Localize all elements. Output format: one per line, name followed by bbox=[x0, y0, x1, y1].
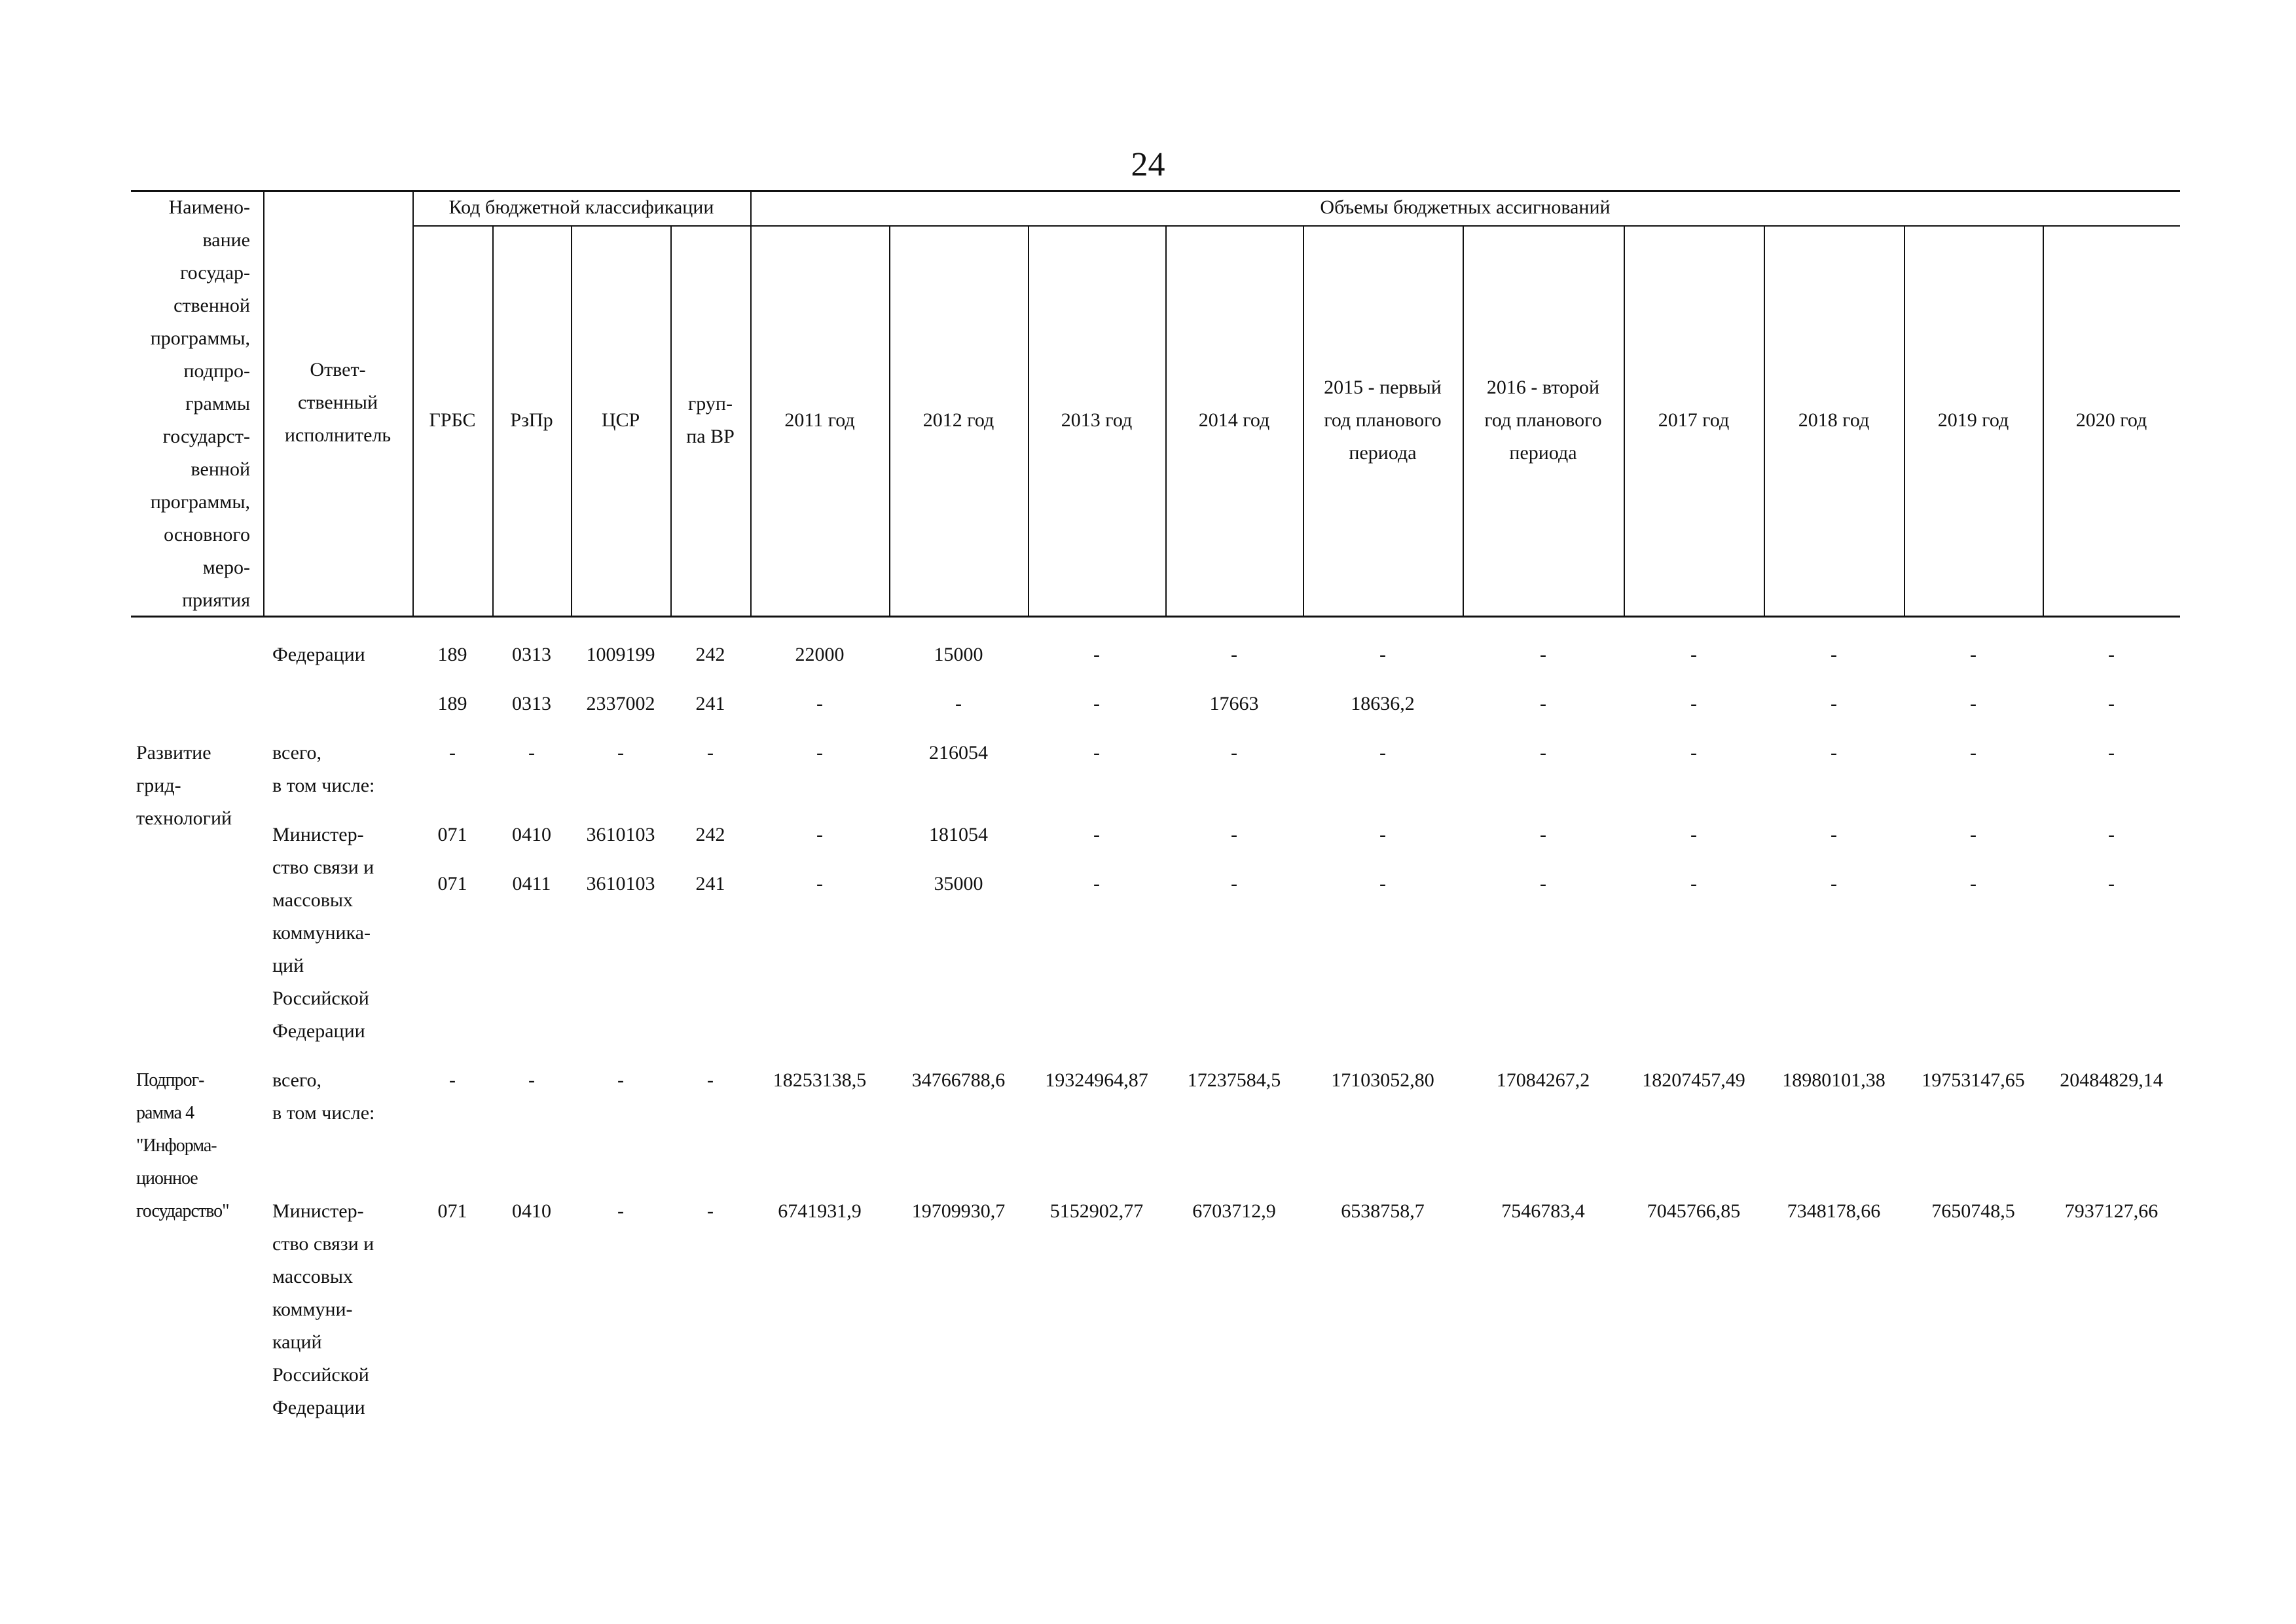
header-year-col: 2020 год bbox=[2075, 409, 2147, 431]
table-cell: 241 bbox=[695, 873, 725, 895]
table-cell: - bbox=[1970, 644, 1977, 665]
table-cell: 242 bbox=[695, 824, 725, 845]
table-cell: 0313 bbox=[512, 644, 551, 665]
table-cell: - bbox=[1379, 873, 1386, 895]
table-cell: 7937127,66 bbox=[2064, 1200, 2159, 1222]
table-cell: 7546783,4 bbox=[1501, 1200, 1585, 1222]
table-cell: - bbox=[1540, 824, 1546, 845]
table-cell: 3610103 bbox=[586, 873, 655, 895]
table-cell: 0411 bbox=[512, 873, 551, 895]
table-cell: - bbox=[816, 824, 823, 845]
table-cell: - bbox=[1831, 873, 1837, 895]
table-cell: - bbox=[1540, 644, 1546, 665]
page-number: 24 bbox=[1131, 146, 1165, 183]
table-cell: - bbox=[2108, 824, 2115, 845]
table-cell: 18980101,38 bbox=[1782, 1069, 1886, 1091]
table-cell: - bbox=[617, 742, 624, 764]
table-cell: - bbox=[707, 1200, 714, 1222]
table-cell: 18636,2 bbox=[1351, 693, 1415, 714]
table-cell: 20484829,14 bbox=[2060, 1069, 2163, 1091]
table-cell: - bbox=[1231, 824, 1237, 845]
table-cell: 18253138,5 bbox=[773, 1069, 867, 1091]
table-cell: 189 bbox=[437, 644, 467, 665]
table-cell: - bbox=[1970, 873, 1977, 895]
table-cell: - bbox=[1093, 873, 1100, 895]
table-cell: - bbox=[2108, 693, 2115, 714]
table-cell: - bbox=[1831, 644, 1837, 665]
table-cell: - bbox=[1690, 742, 1697, 764]
executor-cell: Федерации bbox=[272, 644, 365, 665]
header-year-col: 2013 год bbox=[1061, 409, 1133, 431]
header-year-col: 2015 - первый год планового периода bbox=[1324, 377, 1442, 464]
table-cell: 0410 bbox=[512, 824, 551, 845]
table-cell: - bbox=[1690, 693, 1697, 714]
table-cell: 17663 bbox=[1209, 693, 1259, 714]
table-cell: 242 bbox=[695, 644, 725, 665]
table-cell: - bbox=[528, 1069, 535, 1091]
table-cell: 216054 bbox=[929, 742, 988, 764]
table-cell: 6538758,7 bbox=[1341, 1200, 1425, 1222]
table-cell: - bbox=[1379, 644, 1386, 665]
executor-cell: всего, в том числе: bbox=[272, 742, 375, 796]
table-cell: - bbox=[1540, 873, 1546, 895]
table-cell: - bbox=[2108, 873, 2115, 895]
table-cell: - bbox=[1093, 644, 1100, 665]
table-cell: - bbox=[955, 693, 962, 714]
executor-cell: Министер- ство связи и массовых коммуника- ций Российской Федерации bbox=[272, 824, 374, 1042]
table-cell: 7348178,66 bbox=[1787, 1200, 1881, 1222]
table-cell: 6741931,9 bbox=[778, 1200, 862, 1222]
table-cell: 18207457,49 bbox=[1642, 1069, 1745, 1091]
table-cell: 22000 bbox=[795, 644, 845, 665]
table-cell: 181054 bbox=[929, 824, 988, 845]
table-cell: 7045766,85 bbox=[1647, 1200, 1741, 1222]
table-cell: 071 bbox=[437, 873, 467, 895]
header-bottom-rule bbox=[131, 616, 2180, 618]
table-cell: 17103052,80 bbox=[1331, 1069, 1434, 1091]
table-cell: 19324964,87 bbox=[1045, 1069, 1148, 1091]
table-cell: - bbox=[617, 1200, 624, 1222]
table-cell: - bbox=[1231, 873, 1237, 895]
table-cell: - bbox=[1093, 824, 1100, 845]
table-cell: 241 bbox=[695, 693, 725, 714]
table-cell: - bbox=[1970, 693, 1977, 714]
header-code-col: ГРБС bbox=[429, 409, 476, 431]
header-year-col: 2016 - второй год планового периода bbox=[1484, 377, 1602, 464]
table-cell: - bbox=[816, 742, 823, 764]
table-cell: 34766788,6 bbox=[911, 1069, 1006, 1091]
header-budget-volume-group: Объемы бюджетных ассигнований bbox=[1320, 196, 1611, 218]
table-cell: - bbox=[449, 742, 456, 764]
table-cell: - bbox=[1379, 742, 1386, 764]
header-year-col: 2019 год bbox=[1937, 409, 2009, 431]
header-year-col: 2014 год bbox=[1198, 409, 1270, 431]
table-cell: 5152902,77 bbox=[1049, 1200, 1144, 1222]
table-cell: - bbox=[1231, 644, 1237, 665]
table-cell: 3610103 bbox=[586, 824, 655, 845]
table-cell: 19753147,65 bbox=[1922, 1069, 2025, 1091]
table-cell: - bbox=[816, 873, 823, 895]
table-cell: 6703712,9 bbox=[1192, 1200, 1276, 1222]
table-cell: - bbox=[1379, 824, 1386, 845]
table-cell: - bbox=[617, 1069, 624, 1091]
table-cell: 35000 bbox=[934, 873, 983, 895]
program-name-cell: Подпрог- рамма 4 "Информа- ционное государство" bbox=[136, 1070, 229, 1221]
table-cell: 071 bbox=[437, 824, 467, 845]
header-executor: Ответ- ственный исполнитель bbox=[284, 359, 392, 446]
table-cell: - bbox=[1690, 644, 1697, 665]
header-year-col: 2017 год bbox=[1658, 409, 1730, 431]
header-year-col: 2011 год bbox=[784, 409, 855, 431]
table-cell: - bbox=[2108, 742, 2115, 764]
table-cell: 189 bbox=[437, 693, 467, 714]
table-cell: - bbox=[1540, 742, 1546, 764]
table-cell: - bbox=[1970, 742, 1977, 764]
table-cell: - bbox=[1093, 742, 1100, 764]
table-cell: 7650748,5 bbox=[1931, 1200, 2015, 1222]
executor-cell: Министер- ство связи и массовых коммуни- каций Российской Федерации bbox=[272, 1200, 374, 1418]
table-cell: 17084267,2 bbox=[1496, 1069, 1590, 1091]
table-cell: - bbox=[1831, 742, 1837, 764]
table-cell: 2337002 bbox=[586, 693, 655, 714]
header-year-col: 2018 год bbox=[1798, 409, 1870, 431]
table-cell: 1009199 bbox=[586, 644, 655, 665]
header-year-col: 2012 год bbox=[922, 409, 994, 431]
table-cell: - bbox=[707, 1069, 714, 1091]
table-cell: - bbox=[449, 1069, 456, 1091]
table-cell: - bbox=[1540, 693, 1546, 714]
table-cell: - bbox=[1093, 693, 1100, 714]
header-code-col: РзПр bbox=[510, 409, 553, 431]
executor-cell: всего, в том числе: bbox=[272, 1069, 375, 1124]
table-cell: - bbox=[1231, 742, 1237, 764]
table-cell: - bbox=[707, 742, 714, 764]
table-cell: - bbox=[1831, 824, 1837, 845]
header-budget-code-group: Код бюджетной классификации bbox=[448, 196, 714, 218]
header-code-col: груп- па ВР bbox=[686, 393, 735, 447]
table-cell: - bbox=[1970, 824, 1977, 845]
table-cell: - bbox=[1690, 824, 1697, 845]
table-cell: 19709930,7 bbox=[911, 1200, 1006, 1222]
table-cell: 0313 bbox=[512, 693, 551, 714]
table-cell: - bbox=[528, 742, 535, 764]
table-cell: 071 bbox=[437, 1200, 467, 1222]
table-cell: 15000 bbox=[934, 644, 983, 665]
table-cell: - bbox=[1831, 693, 1837, 714]
header-code-col: ЦСР bbox=[601, 409, 640, 431]
header-program-name: Наимено- вание государ- ственной программы, подпро- граммы государст- венной программы, основного меро- приятия bbox=[150, 196, 250, 611]
table-cell: - bbox=[2108, 644, 2115, 665]
table-cell: 17237584,5 bbox=[1187, 1069, 1281, 1091]
table-cell: - bbox=[816, 693, 823, 714]
table-cell: 0410 bbox=[512, 1200, 551, 1222]
program-name-cell: Развитие грид- технологий bbox=[136, 742, 232, 829]
table-cell: - bbox=[1690, 873, 1697, 895]
